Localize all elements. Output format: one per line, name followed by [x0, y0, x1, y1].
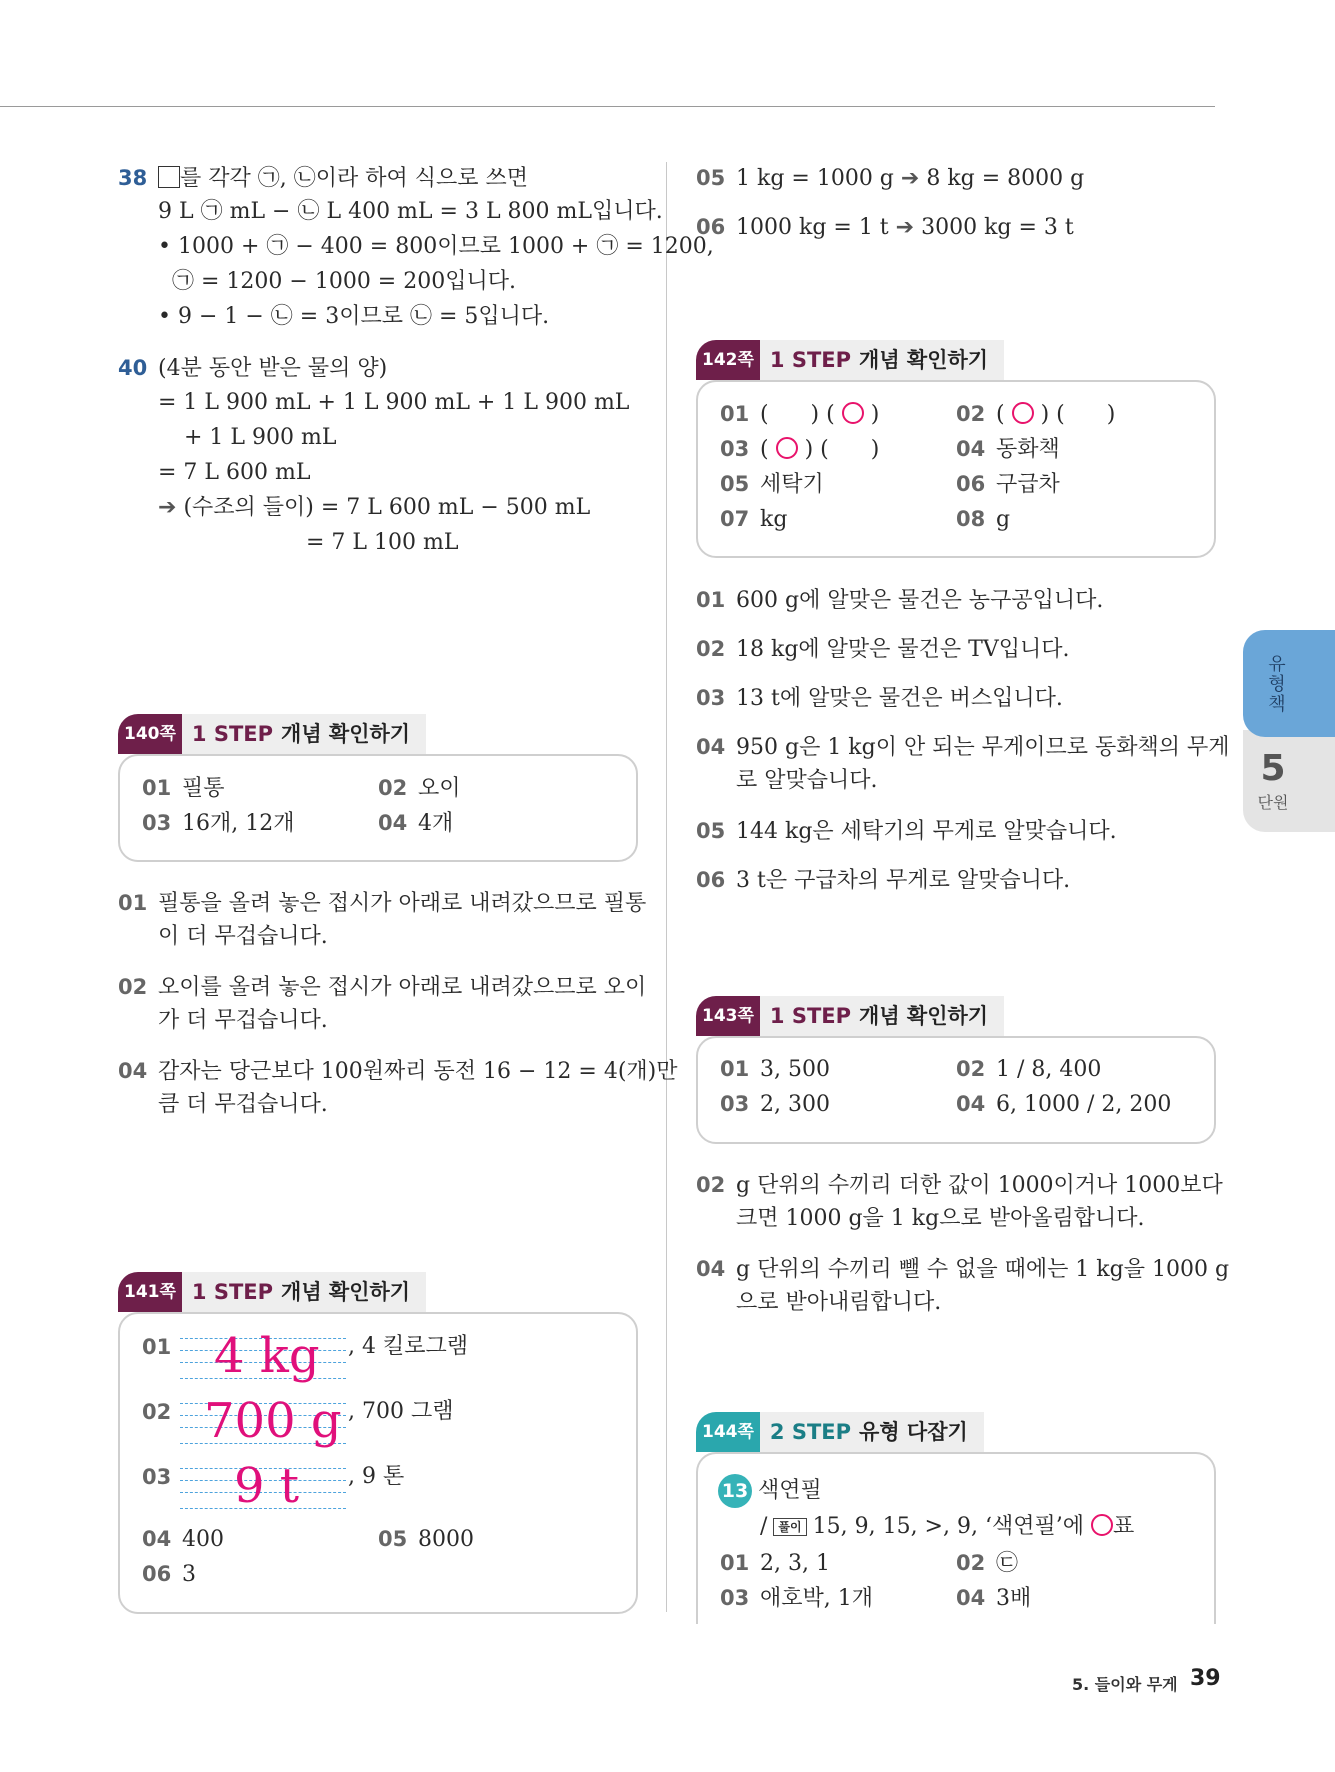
section-title: 개념 확인하기 [281, 1280, 411, 1304]
answer-number: 04 [956, 1092, 986, 1116]
section-header-144 [696, 1412, 984, 1452]
section-title: 유형 다잡기 [859, 1420, 968, 1444]
section-header-143 [696, 996, 1004, 1036]
explanation-text: 로 알맞습니다. [736, 768, 878, 793]
arrow-right-icon: ➔ [900, 166, 920, 191]
answer-text: 3 [182, 1562, 196, 1587]
text-line: 를 각각 ㉠, ㉡이라 하여 식으로 쓰면 [180, 166, 528, 191]
problem-number: 38 [118, 166, 148, 190]
section-header-140 [118, 714, 426, 754]
explanation-text: 가 더 무겁습니다. [158, 1008, 328, 1033]
explanation-text: g 단위의 수끼리 뺄 수 없을 때에는 1 kg을 1000 g [736, 1257, 1230, 1282]
step-label: 1 STEP [191, 722, 274, 746]
equation: 8 kg = 8000 g [926, 166, 1085, 191]
explanation-text: 크면 1000 g을 1 kg으로 받아올림합니다. [736, 1206, 1145, 1231]
answer-number: 02 [142, 1400, 172, 1424]
answer-number: 05 [720, 472, 750, 496]
step-label: 1 STEP [769, 348, 852, 372]
explanation-text: 큼 더 무겁습니다. [158, 1092, 328, 1117]
answer-number: 01 [720, 402, 750, 426]
step-label: 2 STEP [769, 1420, 852, 1444]
text-line: • 1000 + ㉠ − 400 = 800이므로 1000 + ㉠ = 1200, [158, 234, 714, 259]
text-line: (수조의 들이) = 7 L 600 mL − 500 mL [183, 495, 591, 520]
section-title: 개념 확인하기 [859, 348, 989, 372]
answer-text: 오이 [418, 776, 461, 801]
explanation-number: 06 [696, 215, 726, 239]
answer-text: g [996, 507, 1011, 532]
answer-text: 400 [182, 1527, 224, 1552]
answer-number: 06 [956, 472, 986, 496]
answer-text: 애호박, 1개 [760, 1586, 873, 1611]
page-ref: 143쪽 [696, 996, 760, 1036]
answer-number: 02 [378, 776, 408, 800]
unit-label: 단원 [1257, 793, 1289, 812]
answer-text: 1 / 8, 400 [996, 1057, 1102, 1082]
answer-text: 색연필 [758, 1478, 822, 1503]
explanation-number: 04 [696, 1257, 726, 1281]
footer-chapter: 5. 들이와 무게 [1072, 1675, 1178, 1694]
handwritten-unit: 4 kg [214, 1328, 320, 1384]
answer-text: ㉢ [996, 1551, 1019, 1576]
solution-label: 풀이 [773, 1518, 806, 1536]
text-line: = 7 L 100 mL [306, 530, 459, 555]
text-line: = 7 L 600 mL [158, 460, 311, 485]
explanation-text: g 단위의 수끼리 더한 값이 1000이거나 1000보다 [736, 1173, 1223, 1198]
explanation-number: 02 [696, 637, 726, 661]
answer-text: 필통 [182, 776, 225, 801]
arrow-right-icon: ➔ [158, 495, 177, 520]
text-line: 9 L ㉠ mL − ㉡ L 400 mL = 3 L 800 mL입니다. [158, 199, 663, 224]
explanation-number: 04 [696, 735, 726, 759]
question-badge: 13 [718, 1474, 752, 1508]
page-ref: 141쪽 [118, 1272, 182, 1312]
page-number: 39 [1190, 1666, 1221, 1691]
answer-number: 03 [720, 437, 750, 461]
equation: 3000 kg = 3 t [921, 215, 1074, 240]
explanation-text: 으로 받아내림합니다. [736, 1290, 942, 1315]
answer-number: 03 [720, 1092, 750, 1116]
circle-mark-icon [776, 437, 798, 459]
text-line: (4분 동안 받은 물의 양) [158, 356, 388, 381]
answer-number: 04 [378, 811, 408, 835]
column-divider [666, 162, 667, 1612]
section-title: 개념 확인하기 [281, 722, 411, 746]
explanation-number: 01 [118, 891, 148, 915]
equation: 1000 kg = 1 t [736, 215, 889, 240]
blank-box-icon [158, 166, 180, 188]
answer-number: 01 [720, 1057, 750, 1081]
book-tab-label: 유형책 [1268, 654, 1286, 715]
explanation-number: 06 [696, 868, 726, 892]
answer-number: 03 [720, 1586, 750, 1610]
explanation-text: 13 t에 알맞은 물건은 버스입니다. [736, 686, 1063, 711]
answer-text: kg [760, 507, 788, 532]
section-title: 개념 확인하기 [859, 1004, 989, 1028]
handwritten-unit: 9 t [234, 1458, 300, 1514]
equation: 1 kg = 1000 g [736, 166, 894, 191]
explanation-text: 3 t은 구급차의 무게로 알맞습니다. [736, 868, 1071, 893]
section-header-142 [696, 340, 1004, 380]
answer-number: 01 [142, 776, 172, 800]
handwritten-unit: 700 g [204, 1393, 342, 1449]
answer-text: 8000 [418, 1527, 474, 1552]
answer-number: 02 [956, 1551, 986, 1575]
explanation-text: 600 g에 알맞은 물건은 농구공입니다. [736, 588, 1104, 613]
answer-number: 06 [142, 1562, 172, 1586]
step-label: 1 STEP [769, 1004, 852, 1028]
text-line: ㉠ = 1200 − 1000 = 200입니다. [172, 269, 516, 294]
page-ref: 142쪽 [696, 340, 760, 380]
answer-text: 3배 [996, 1586, 1032, 1611]
answer-text: 2, 3, 1 [760, 1551, 830, 1576]
answer-number: 07 [720, 507, 750, 531]
answer-number: 04 [956, 437, 986, 461]
explanation-number: 03 [696, 686, 726, 710]
answer-number: 03 [142, 1465, 172, 1489]
explanation-text: 950 g은 1 kg이 안 되는 무게이므로 동화책의 무게 [736, 735, 1230, 760]
explanation-text: 이 더 무겁습니다. [158, 924, 328, 949]
explanation-number: 02 [118, 975, 148, 999]
answer-number: 03 [142, 811, 172, 835]
answer-number: 04 [142, 1527, 172, 1551]
answer-text: 6, 1000 / 2, 200 [996, 1092, 1172, 1117]
circle-mark-icon [1091, 1514, 1113, 1536]
answer-number: 08 [956, 507, 986, 531]
unit-reading: , 9 톤 [348, 1464, 405, 1489]
explanation-number: 01 [696, 588, 726, 612]
explanation-number: 05 [696, 819, 726, 843]
answer-text: 세탁기 [760, 472, 824, 497]
answer-text: 16개, 12개 [182, 811, 295, 836]
unit-reading: , 700 그램 [348, 1399, 454, 1424]
explanation-text: 필통을 올려 놓은 접시가 아래로 내려갔으므로 필통 [158, 891, 647, 916]
explanation-number: 02 [696, 1173, 726, 1197]
answer-number: 04 [956, 1586, 986, 1610]
answer-number: 01 [142, 1335, 172, 1359]
answer-number: 05 [378, 1527, 408, 1551]
section-header-141 [118, 1272, 426, 1312]
problem-number: 40 [118, 356, 148, 380]
page-ref: 140쪽 [118, 714, 182, 754]
answer-number: 01 [720, 1551, 750, 1575]
unit-reading: , 4 킬로그램 [348, 1334, 468, 1359]
unit-number: 5 [1260, 748, 1286, 789]
answer-text: 구급차 [996, 472, 1060, 497]
answer-number: 02 [956, 1057, 986, 1081]
explanation-text: 오이를 올려 놓은 접시가 아래로 내려갔으므로 오이 [158, 975, 647, 1000]
explanation-number: 05 [696, 166, 726, 190]
answer-text: 2, 300 [760, 1092, 830, 1117]
solution-text: 15, 9, 15, >, 9, ‘색연필’에 [812, 1514, 1084, 1539]
book-tab [1243, 630, 1335, 737]
answer-number: 02 [956, 402, 986, 426]
answer-text: 4개 [418, 811, 454, 836]
arrow-right-icon: ➔ [895, 215, 915, 240]
answer-text: 동화책 [996, 437, 1060, 462]
text-line: = 1 L 900 mL + 1 L 900 mL + 1 L 900 mL [158, 390, 630, 415]
text-line: • 9 − 1 − ㉡ = 3이므로 ㉡ = 5입니다. [158, 304, 550, 329]
explanation-number: 04 [118, 1059, 148, 1083]
explanation-text: 감자는 당근보다 100원짜리 동전 16 − 12 = 4(개)만 [158, 1059, 678, 1084]
circle-mark-icon [842, 402, 864, 424]
answer-text: 3, 500 [760, 1057, 830, 1082]
page-ref: 144쪽 [696, 1412, 760, 1452]
step-label: 1 STEP [191, 1280, 274, 1304]
header-rule [0, 106, 1215, 107]
solution-text-end: 표 [1112, 1514, 1135, 1539]
text-line: + 1 L 900 mL [184, 425, 337, 450]
explanation-text: 144 kg은 세탁기의 무게로 알맞습니다. [736, 819, 1117, 844]
circle-mark-icon [1012, 402, 1034, 424]
explanation-text: 18 kg에 알맞은 물건은 TV입니다. [736, 637, 1070, 662]
